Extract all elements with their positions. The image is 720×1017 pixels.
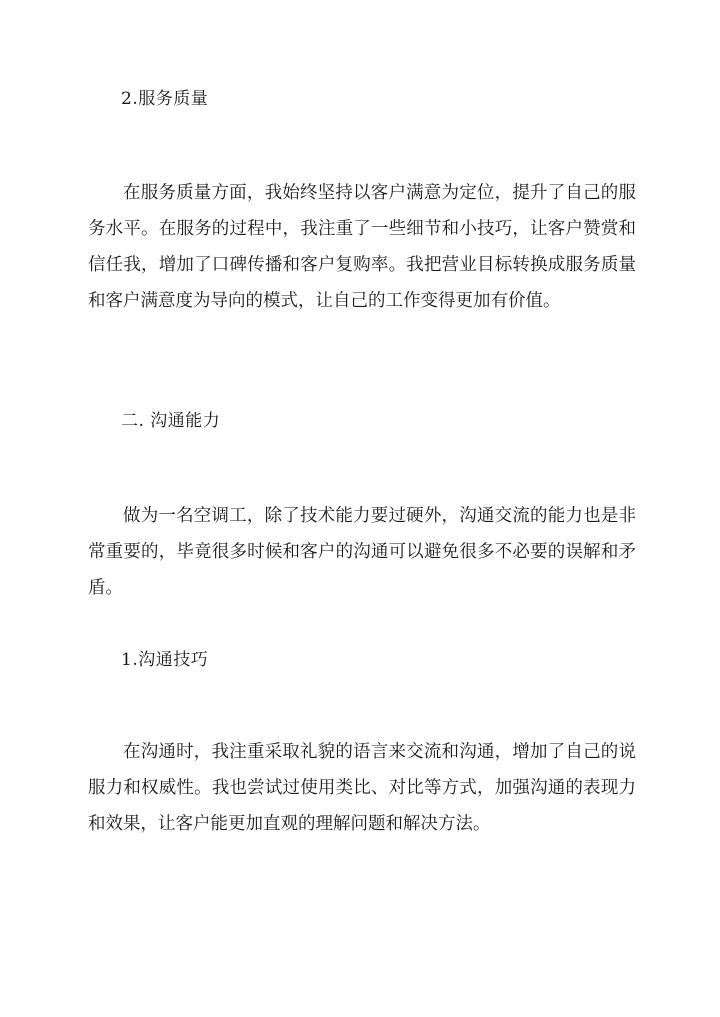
- paragraph-service-quality: 在服务质量方面，我始终坚持以客户满意为定位，提升了自己的服务水平。在服务的过程中，我注重了一些细节和小技巧，让客户赞赏和信任我，增加了口碑传播和客户复购率。我把营业目标转换成服务质量和客户满意度为导向的模式，让自己的工作变得更加有价值。: [88, 183, 636, 311]
- section-heading-communication-ability: 二. 沟通能力: [121, 411, 221, 431]
- section-heading-service-quality: 2.服务质量: [121, 89, 209, 109]
- paragraph-communication-skills: 在沟通时，我注重采取礼貌的语言来交流和沟通，增加了自己的说服力和权威性。我也尝试过使用类比、对比等方式，加强沟通的表现力和效果，让客户能更加直观的理解问题和解决方法。: [88, 742, 636, 834]
- section-heading-communication-skills: 1.沟通技巧: [121, 650, 209, 670]
- paragraph-communication-ability: 做为一名空调工，除了技术能力要过硬外，沟通交流的能力也是非常重要的，毕竟很多时候和客户的沟通可以避免很多不必要的误解和矛盾。: [88, 506, 636, 598]
